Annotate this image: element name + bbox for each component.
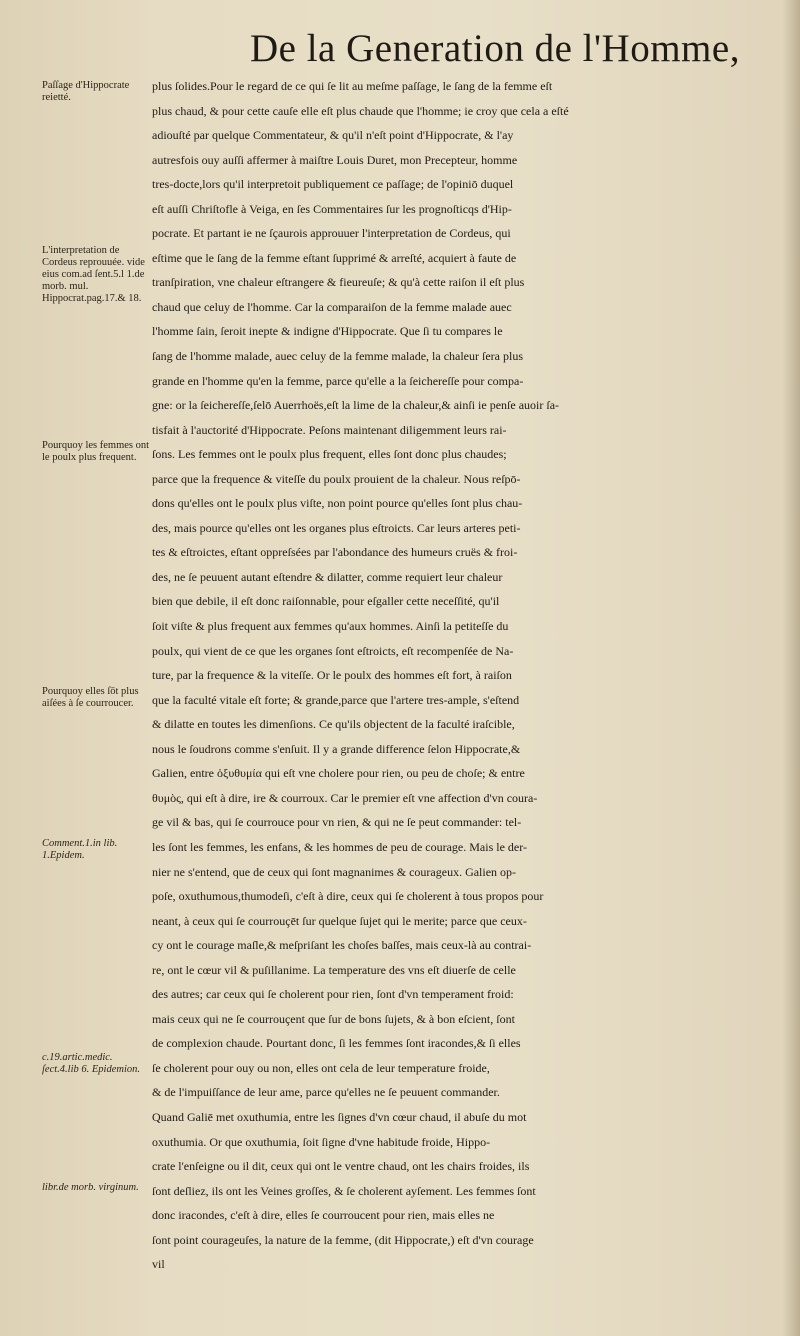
text-line: de complexion chaude. Pourtant donc, ſi les femmes ſont iracondes,& ſi elles <box>152 1036 521 1051</box>
margin-note-4: Pourquoy elles ſōt plus aiſées à ſe courroucer. <box>42 686 139 709</box>
running-title: De la Generation de l'Homme, <box>250 27 740 70</box>
text-line: ſont point courageuſes, la nature de la femme, (dit Hippocrate,) eſt d'vn courage <box>152 1232 534 1247</box>
text-line: ture, par la frequence & la viteſſe. Or le poulx des hommes eſt fort, à raiſon <box>152 668 512 683</box>
text-line: chaud que celuy de l'homme. Car la comparaiſon de la femme malade auec <box>152 299 512 314</box>
text-line: ſons. Les femmes ont le poulx plus frequent, elles ſont donc plus chaudes; <box>152 447 507 462</box>
text-line: oxuthumia. Or que oxuthumia, ſoit ſigne d'vne habitude froide, Hippo- <box>152 1134 491 1149</box>
text-line: que la faculté vitale eſt forte; & grande,parce que l'artere tres-ample, s'eſtend <box>152 692 520 707</box>
text-line: ſoit viſte & plus frequent aux femmes qu'aux hommes. Ainſi la petiteſſe du <box>152 619 509 634</box>
text-line: poulx, qui vient de ce que les organes ſont eſtroicts, eſt recompenſée de Na- <box>152 643 514 658</box>
text-line: Galien, entre ὀξυθυμία qui eſt vne cholere pour rien, ou peu de choſe; & entre <box>152 766 525 781</box>
text-line: parce que la frequence & viteſſe du poulx prouient de la chaleur. Nous reſpō- <box>152 471 521 486</box>
text-line: autresfois ouy auſſi affermer à maiſtre Louis Duret, mon Precepteur, homme <box>152 152 518 167</box>
text-line: poſe, oxuthumous,thumodeſi, c'eſt à dire, ceux qui ſe cholerent à tous propos pour <box>152 889 544 904</box>
text-line: eſtime que le ſang de la femme eſtant ſupprimé & arreſté, acquiert à faute de <box>152 250 517 265</box>
margin-note-5: Comment.1.in lib. 1.Epidem. <box>42 838 118 861</box>
text-line: Quand Galiē met oxuthumia, entre les ſignes d'vn cœur chaud, il abuſe du mot <box>152 1109 527 1124</box>
margin-note-2: L'interpretation de Cordeus reprouuée. vide eius com.ad ſent.5.l 1.de morb. mul. Hippocrat.pag.17.& 18. <box>42 245 145 304</box>
text-line: crate l'enſeigne ou il dit, ceux qui ont le ventre chaud, ont les chairs froides, ils <box>152 1159 530 1174</box>
text-line: tres-docte,lors qu'il interpretoit publiquement ce paſſage; de l'opiniō duquel <box>152 177 514 192</box>
text-line: mais ceux qui ne ſe courrouçent que ſur de bons ſujets, & à bon eſcient, ſont <box>152 1011 515 1026</box>
margin-note-1: Paſſage d'Hippocrate reietté. <box>42 80 130 103</box>
text-line: tranſpiration, vne chaleur eſtrangere & fieureuſe; & qu'à cette raiſon il eſt plus <box>152 275 525 290</box>
text-line: re, ont le cœur vil & puſillanime. La temperature des vns eſt diuerſe de celle <box>152 962 516 977</box>
text-line: dons qu'elles ont le poulx plus viſte, non point pource qu'elles ſont plus chau- <box>152 496 523 511</box>
text-line: & dilatte en toutes les dimenſions. Ce qu'ils objectent de la faculté iraſcible, <box>152 717 515 732</box>
text-line: & de l'impuiſſance de leur ame, parce qu'elles ne ſe peuuent commander. <box>152 1085 500 1100</box>
text-line: des, mais pource qu'elles ont les organes plus eſtroicts. Car leurs arteres peti- <box>152 520 521 535</box>
text-line: nier ne s'entend, que de ceux qui ſont magnanimes & courageux. Galien op- <box>152 864 517 879</box>
text-line: nous le ſoudrons comme s'enſuit. Il y a grande difference ſelon Hippocrate,& <box>152 741 521 756</box>
text-line: bien que debile, il eſt donc raiſonnable, pour eſgaller cette neceſſité, qu'il <box>152 594 500 609</box>
margin-note-3: Pourquoy les femmes ont le poulx plus frequent. <box>42 440 150 463</box>
text-line: adiouſté par quelque Commentateur, & qu'il n'eſt point d'Hippocrate, & l'ay <box>152 128 514 143</box>
text-line: tisfait à l'auctorité d'Hippocrate. Peſons maintenant diligemment leurs rai- <box>152 422 507 437</box>
text-line: l'homme ſain, ſeroit inepte & indigne d'Hippocrate. Que ſi tu compares le <box>152 324 503 339</box>
text-line: ſont deſliez, ils ont les Veines groſſes, & ſe cholerent ayſement. Les femmes ſont <box>152 1183 536 1198</box>
text-line: vil <box>152 1257 165 1272</box>
margin-note-7: libr.de morb. virginum. <box>42 1182 139 1193</box>
text-line: des autres; car ceux qui ſe cholerent pour rien, ſont d'vn temperament froid: <box>152 987 514 1002</box>
margin-note-6: c.19.artic.medic. ſect.4.lib 6. Epidemion. <box>42 1052 140 1075</box>
text-line: pocrate. Et partant ie ne ſçaurois approuuer l'interpretation de Cordeus, qui <box>152 226 511 241</box>
text-line: grande en l'homme qu'en la femme, parce qu'elle a la ſeichereſſe pour compa- <box>152 373 524 388</box>
text-line: ſe cholerent pour ouy ou non, elles ont cela de leur temperature froide, <box>152 1060 490 1075</box>
body-text <box>152 74 792 1277</box>
text-line: eſt auſſi Chriſtofle à Veiga, en ſes Commentaires ſur les prognoſticqs d'Hip- <box>152 201 512 216</box>
text-line: gne: or la ſeichereſſe,ſelō Auerrhoës,eſt la lime de la chaleur,& ainſi ie penſe auoir ſa- <box>152 398 560 413</box>
text-line: plus chaud, & pour cette cauſe elle eſt plus chaude que l'homme; ie croy que cela a eſté <box>152 103 569 118</box>
text-line: des, ne ſe peuuent autant eſtendre & dilatter, comme requiert leur chaleur <box>152 569 503 584</box>
text-line: neant, à ceux qui ſe courrouçēt ſur quelque ſujet qui le merite; parce que ceux- <box>152 913 527 928</box>
text-line: ſang de l'homme malade, auec celuy de la femme malade, la chaleur ſera plus <box>152 349 523 364</box>
text-line: donc iracondes, c'eſt à dire, elles ſe courroucent pour rien, mais elles ne <box>152 1208 495 1223</box>
text-line: cy ont le courage maſle,& meſpriſant les choſes baſſes, mais ceux-là au contrai- <box>152 938 532 953</box>
text-line: tes & eſtroictes, eſtant oppreſsées par l'abondance des humeurs cruës & froi- <box>152 545 518 560</box>
text-line: plus ſolides.Pour le regard de ce qui ſe lit au meſme paſſage, le ſang de la femme eſt <box>152 79 553 93</box>
text-line: θυμὸς, qui eſt à dire, ire & courroux. Car le premier eſt vne affection d'vn coura- <box>152 790 538 805</box>
text-line: ge vil & bas, qui ſe courrouce pour vn rien, & qui ne ſe peut commander: tel- <box>152 815 522 830</box>
text-line: les ſont les femmes, les enfans, & les hommes de peu de courage. Mais le der- <box>152 839 527 854</box>
